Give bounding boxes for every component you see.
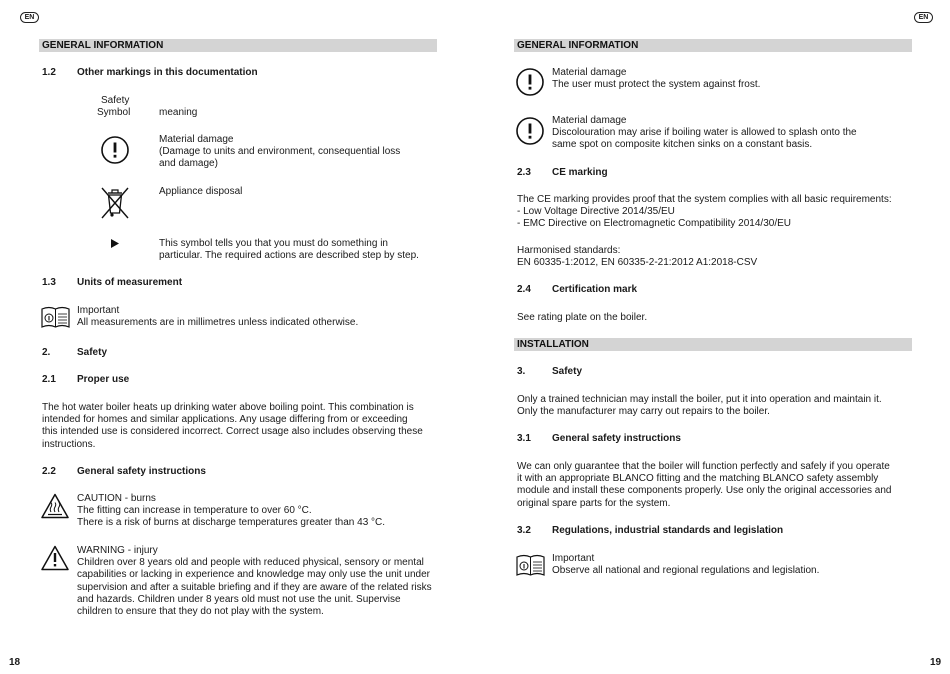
text-line: module and install these components properly. Use only the original accessories and bbox=[517, 485, 892, 497]
warning-injury-text bbox=[77, 545, 432, 618]
text-line: Only the manufacturer may carry out repairs to the boiler. bbox=[517, 406, 770, 418]
text-line: (Damage to units and environment, consequential loss bbox=[159, 146, 401, 158]
section-title: Units of measurement bbox=[77, 277, 183, 288]
text-line: - Low Voltage Directive 2014/35/EU bbox=[517, 206, 675, 218]
appliance-disposal-text: Appliance disposal bbox=[159, 186, 243, 197]
certification-text: See rating plate on the boiler. bbox=[517, 312, 648, 323]
text-line: capabilities or lacking in experience and knowledge may only use the unit under bbox=[77, 569, 430, 581]
installation-safety-paragraph bbox=[517, 394, 882, 418]
meaning-column-header: meaning bbox=[159, 107, 198, 118]
material-damage-frost-text bbox=[552, 67, 760, 91]
section-number: 2.3 bbox=[517, 167, 531, 178]
section-title: Other markings in this documentation bbox=[77, 67, 258, 78]
section-title: Safety bbox=[77, 347, 108, 358]
section-title: General safety instructions bbox=[552, 433, 681, 444]
text-line: instructions. bbox=[42, 438, 96, 450]
section-number: 2.4 bbox=[517, 284, 531, 295]
text-line: Discolouration may arise if boiling water is allowed to splash onto the bbox=[552, 127, 857, 139]
section-title: General safety instructions bbox=[77, 466, 206, 477]
text-line: CAUTION - burns bbox=[77, 493, 156, 504]
text-line: intended for homes and similar applications. Any usage differing from or exceeding bbox=[42, 414, 408, 426]
section-title: Safety bbox=[552, 366, 583, 377]
material-damage-text bbox=[159, 134, 400, 171]
text-line: All measurements are in millimetres unless indicated otherwise. bbox=[77, 317, 359, 329]
text-line: Material damage bbox=[159, 134, 234, 145]
section-number: 2.1 bbox=[42, 374, 56, 385]
harmonised-standards-text bbox=[517, 245, 757, 269]
text-line: There is a risk of burns at discharge temperatures greater than 43 °C. bbox=[77, 517, 386, 529]
page-number-left: 18 bbox=[9, 657, 21, 668]
language-badge-right: EN bbox=[914, 12, 933, 23]
section-title: Certification mark bbox=[552, 284, 638, 295]
page-number-right: 19 bbox=[930, 657, 942, 668]
text-line: particular. The required actions are described step by step. bbox=[159, 250, 419, 262]
section-number: 3. bbox=[517, 366, 526, 377]
exclamation-circle-icon bbox=[516, 68, 544, 96]
material-damage-discolouration-text bbox=[552, 115, 857, 152]
text-line: Important bbox=[552, 553, 595, 564]
text-line: Observe all national and regional regulations and legislation. bbox=[552, 565, 820, 577]
text-line: this intended use is considered incorrect. Correct usage also includes observing these bbox=[42, 426, 423, 438]
section-bar-general-information: GENERAL INFORMATION bbox=[514, 39, 912, 52]
section-title: CE marking bbox=[552, 167, 608, 178]
text-line: The user must protect the system against frost. bbox=[552, 79, 761, 91]
section-title: Regulations, industrial standards and legislation bbox=[552, 525, 784, 536]
text-line: The hot water boiler heats up drinking water above boiling point. This combination is bbox=[42, 402, 414, 413]
important-regulations-text bbox=[552, 553, 819, 577]
section-bar-installation: INSTALLATION bbox=[514, 338, 912, 351]
text-line: Material damage bbox=[552, 67, 627, 78]
text-line: WARNING - injury bbox=[77, 545, 158, 556]
general-safety-paragraph bbox=[517, 461, 891, 510]
warning-triangle-icon bbox=[41, 545, 69, 571]
important-measurements-text bbox=[77, 305, 358, 329]
ce-marking-paragraph bbox=[517, 194, 892, 231]
text-line: Only a trained technician may install the boiler, put it into operation and maintain it. bbox=[517, 394, 882, 405]
exclamation-circle-icon bbox=[101, 136, 129, 164]
text-line: Important bbox=[77, 305, 120, 316]
text-line: The fitting can increase in temperature to over 60 °C. bbox=[77, 505, 312, 517]
step-arrow-icon bbox=[111, 239, 119, 248]
section-number: 2.2 bbox=[42, 466, 56, 477]
text-line: and damage) bbox=[159, 158, 218, 170]
important-book-icon bbox=[41, 306, 70, 328]
symbol-column-header-2 bbox=[97, 107, 130, 119]
text-line: Material damage bbox=[552, 115, 627, 126]
important-book-icon bbox=[516, 554, 545, 576]
section-title: Proper use bbox=[77, 374, 130, 385]
crossed-out-bin-icon bbox=[100, 186, 130, 220]
text-line: same spot on composite kitchen sinks on a constant basis. bbox=[552, 139, 813, 151]
text-line: Children over 8 years old and people with reduced physical, sensory or mental bbox=[77, 557, 424, 569]
text-line: children to ensure that they do not play with the system. bbox=[77, 606, 324, 618]
text-line: The CE marking provides proof that the system complies with all basic requirements: bbox=[517, 194, 892, 205]
text-line: Harmonised standards: bbox=[517, 245, 621, 256]
text-line: EN 60335-1:2012, EN 60335-2-21:2012 A1:2018-CSV bbox=[517, 257, 758, 269]
header-line: Safety bbox=[101, 95, 130, 106]
exclamation-circle-icon bbox=[516, 117, 544, 145]
symbol-column-header bbox=[101, 95, 129, 107]
text-line: - EMC Directive on Electromagnetic Compatibility 2014/30/EU bbox=[517, 218, 791, 230]
section-bar-general-information: GENERAL INFORMATION bbox=[39, 39, 437, 52]
step-symbol-text bbox=[159, 238, 419, 262]
text-line: This symbol tells you that you must do something in bbox=[159, 238, 388, 249]
hot-surface-warning-icon bbox=[41, 493, 69, 519]
section-number: 1.3 bbox=[42, 277, 56, 288]
section-number: 2. bbox=[42, 347, 51, 358]
text-line: original spare parts for the system. bbox=[517, 497, 671, 509]
section-number: 1.2 bbox=[42, 67, 56, 78]
section-number: 3.2 bbox=[517, 525, 531, 536]
proper-use-paragraph bbox=[42, 402, 423, 451]
section-number: 3.1 bbox=[517, 433, 531, 444]
language-badge-left: EN bbox=[20, 12, 39, 23]
text-line: it with an appropriate BLANCO fitting and the matching BLANCO safety assembly bbox=[517, 473, 879, 485]
caution-burns-text bbox=[77, 493, 385, 530]
text-line: and hazards. Children under 8 years old must not use the unit. Supervise bbox=[77, 593, 401, 605]
text-line: We can only guarantee that the boiler will function perfectly and safely if you operate bbox=[517, 461, 890, 472]
text-line: supervision and after a suitable briefing and if they are aware of the related risks bbox=[77, 581, 432, 593]
header-line: Symbol bbox=[97, 107, 131, 118]
